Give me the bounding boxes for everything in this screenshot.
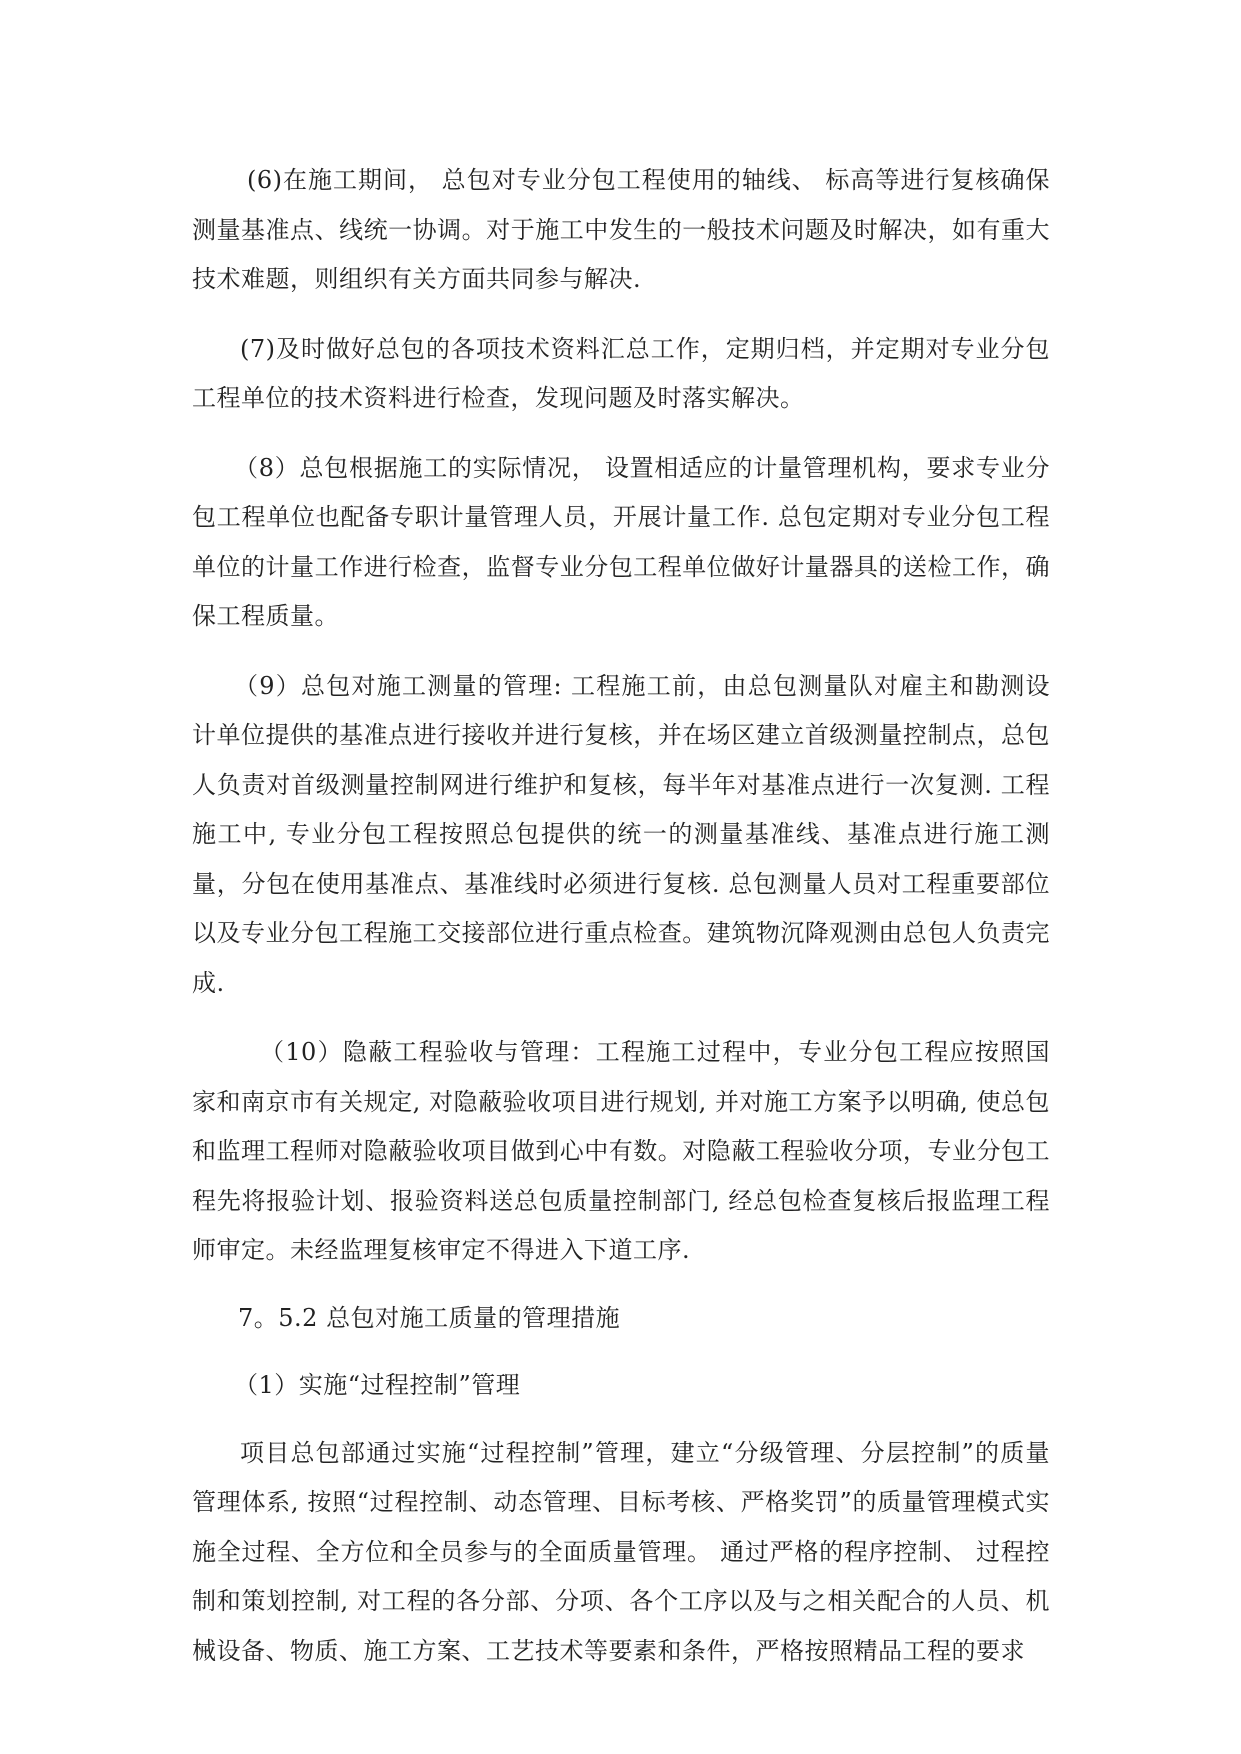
paragraph-item-10: （10）隐蔽工程验收与管理：工程施工过程中，专业分包工程应按照国家和南京市有关规定, 对隐蔽验收项目进行规划, 并对施工方案予以明确, 使总包和监理工程师对隐蔽验收项目做到心中有数。对隐蔽工程验收分项，专业分包工程先将报验计划、报验资料送总包质量控制部门, 经总包检查复核后报监理工程师审定。未经监理复核审定不得进入下道工序. bbox=[192, 1038, 1050, 1264]
paragraph-item-6: (6)在施工期间， 总包对专业分包工程使用的轴线、 标高等进行复核确保测量基准点、线统一协调。对于施工中发生的一般技术问题及时解决，如有重大技术难题，则组织有关方面共同参与解决. bbox=[192, 166, 1050, 293]
paragraph-body: 项目总包部通过实施“过程控制”管理，建立“分级管理、分层控制”的质量管理体系, 按照“过程控制、动态管理、目标考核、严格奖罚”的质量管理模式实施全过程、全方位和全员参与的全面质量管理。 通过严格的程序控制、 过程控制和策划控制, 对工程的各分部、分项、各个工序以及与之相关配合的人员、机械设备、物质、施工方案、工艺技术等要素和条件，严格按照精品工程的要求 bbox=[192, 1438, 1050, 1665]
section-heading: 7。5.2 总包对施工质量的管理措施 bbox=[238, 1303, 621, 1332]
body-text bbox=[192, 156, 1050, 1676]
subsection-heading: （1）实施“过程控制”管理 bbox=[234, 1371, 521, 1399]
paragraph-item-9: （9）总包对施工测量的管理: 工程施工前，由总包测量队对雇主和勘测设计单位提供的基准点进行接收并进行复核，并在场区建立首级测量控制点，总包人负责对首级测量控制网进行维护和复核，每半年对基准点进行一次复测. 工程施工中, 专业分包工程按照总包提供的统一的测量基准线、基准点进行施工测量，分包在使用基准点、基准线时必须进行复核. 总包测量人员对工程重要部位以及专业分包工程施工交接部位进行重点检查。建筑物沉降观测由总包人负责完成. bbox=[192, 671, 1050, 997]
paragraph-item-8: （8）总包根据施工的实际情况， 设置相适应的计量管理机构，要求专业分包工程单位也配备专职计量管理人员，开展计量工作. 总包定期对专业分包工程单位的计量工作进行检查，监督专业分包工程单位做好计量器具的送检工作，确保工程质量。 bbox=[192, 453, 1050, 630]
paragraph-item-7: (7)及时做好总包的各项技术资料汇总工作，定期归档，并定期对专业分包工程单位的技术资料进行检查，发现问题及时落实解决。 bbox=[192, 334, 1050, 412]
